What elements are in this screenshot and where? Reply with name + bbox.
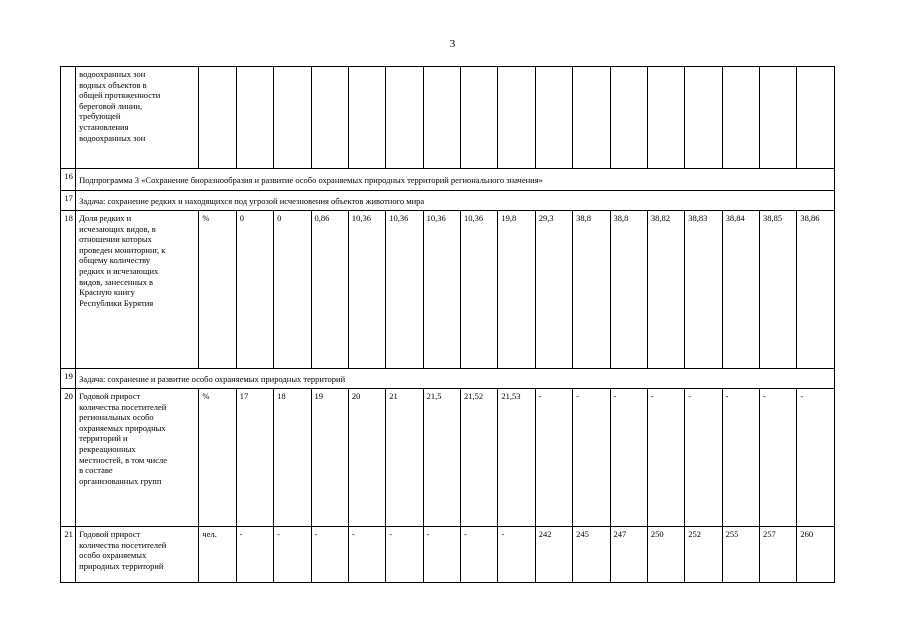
task-title: Задача: сохранение редких и находящихся под угрозой исчезновения объектов животного мира bbox=[76, 191, 835, 211]
value-cell: 21 bbox=[386, 389, 423, 527]
value-cell: 19 bbox=[311, 389, 348, 527]
value-cell: - bbox=[386, 527, 423, 583]
value-cell: 17 bbox=[236, 389, 273, 527]
value-cell: 38,84 bbox=[722, 211, 759, 369]
value-cell: 250 bbox=[647, 527, 684, 583]
table-row bbox=[61, 389, 835, 527]
value-cell: - bbox=[311, 527, 348, 583]
value-cell: 0,86 bbox=[311, 211, 348, 369]
value-cell: 19,8 bbox=[498, 211, 535, 369]
table-row bbox=[61, 169, 835, 191]
value-cell: 38,85 bbox=[760, 211, 797, 369]
indicator-name: Годовой прирост количества посетителей региональных особо охраняемых природных территорий и рекреационных местностей, в том числе в составе организованных групп bbox=[76, 389, 199, 527]
row-number: 16 bbox=[61, 169, 76, 191]
value-cell: 255 bbox=[722, 527, 759, 583]
table-row bbox=[61, 211, 835, 369]
value-cell: 38,82 bbox=[647, 211, 684, 369]
value-cell: - bbox=[647, 389, 684, 527]
value-cell: - bbox=[573, 389, 610, 527]
value-cell: 10,36 bbox=[461, 211, 498, 369]
unit-cell: % bbox=[199, 389, 236, 527]
value-cell: - bbox=[722, 389, 759, 527]
value-cell: - bbox=[461, 527, 498, 583]
value-cell: 252 bbox=[685, 527, 722, 583]
value-cell: - bbox=[535, 389, 572, 527]
row-number: 18 bbox=[61, 211, 76, 369]
value-cell: 10,36 bbox=[348, 211, 385, 369]
table-row bbox=[61, 527, 835, 583]
value-cell: 21,53 bbox=[498, 389, 535, 527]
indicators-table bbox=[60, 66, 835, 583]
unit-cell: % bbox=[199, 211, 236, 369]
value-cell: 247 bbox=[610, 527, 647, 583]
value-cell: 0 bbox=[236, 211, 273, 369]
unit-cell: чел. bbox=[199, 527, 236, 583]
row-number: 20 bbox=[61, 389, 76, 527]
value-cell: 38,83 bbox=[685, 211, 722, 369]
table-row bbox=[61, 67, 835, 169]
value-cell: 38,86 bbox=[797, 211, 835, 369]
value-cell: 29,3 bbox=[535, 211, 572, 369]
value-cell: 0 bbox=[274, 211, 311, 369]
value-cell: 10,36 bbox=[386, 211, 423, 369]
value-cell: 18 bbox=[274, 389, 311, 527]
value-cell: - bbox=[760, 389, 797, 527]
value-cell: - bbox=[236, 527, 273, 583]
indicator-name: Доля редких и исчезающих видов, в отношении которых проведен мониторинг, к общему количеству редких и исчезающих видов, занесенных в Красную книгу Республики Бурятия bbox=[76, 211, 199, 369]
subprogram-title: Подпрограмма 3 «Сохранение биоразнообразия и развитие особо охраняемых природных территорий регионального значения» bbox=[76, 169, 835, 191]
value-cell: 260 bbox=[797, 527, 835, 583]
indicator-name: Годовой прирост количества посетителей особо охраняемых природных территорий bbox=[76, 527, 199, 583]
row-number: 21 bbox=[61, 527, 76, 583]
page-number: 3 bbox=[449, 38, 456, 50]
row-number: 19 bbox=[61, 369, 76, 389]
table-row bbox=[61, 191, 835, 211]
value-cell: 38,8 bbox=[610, 211, 647, 369]
value-cell: - bbox=[685, 389, 722, 527]
value-cell: - bbox=[348, 527, 385, 583]
value-cell: 21,5 bbox=[423, 389, 460, 527]
value-cell: - bbox=[274, 527, 311, 583]
value-cell: 245 bbox=[573, 527, 610, 583]
value-cell: - bbox=[498, 527, 535, 583]
table-row bbox=[61, 369, 835, 389]
value-cell: - bbox=[797, 389, 835, 527]
row-number: 17 bbox=[61, 191, 76, 211]
indicator-name: водоохранных зон водных объектов в общей протяженности береговой линии, требующей установления водоохранных зон bbox=[76, 67, 199, 169]
value-cell: 257 bbox=[760, 527, 797, 583]
value-cell: 242 bbox=[535, 527, 572, 583]
value-cell: 10,36 bbox=[423, 211, 460, 369]
value-cell: 21,52 bbox=[461, 389, 498, 527]
value-cell: - bbox=[423, 527, 460, 583]
value-cell: 20 bbox=[348, 389, 385, 527]
value-cell: 38,8 bbox=[573, 211, 610, 369]
value-cell: - bbox=[610, 389, 647, 527]
task-title: Задача: сохранение и развитие особо охраняемых природных территорий bbox=[76, 369, 835, 389]
